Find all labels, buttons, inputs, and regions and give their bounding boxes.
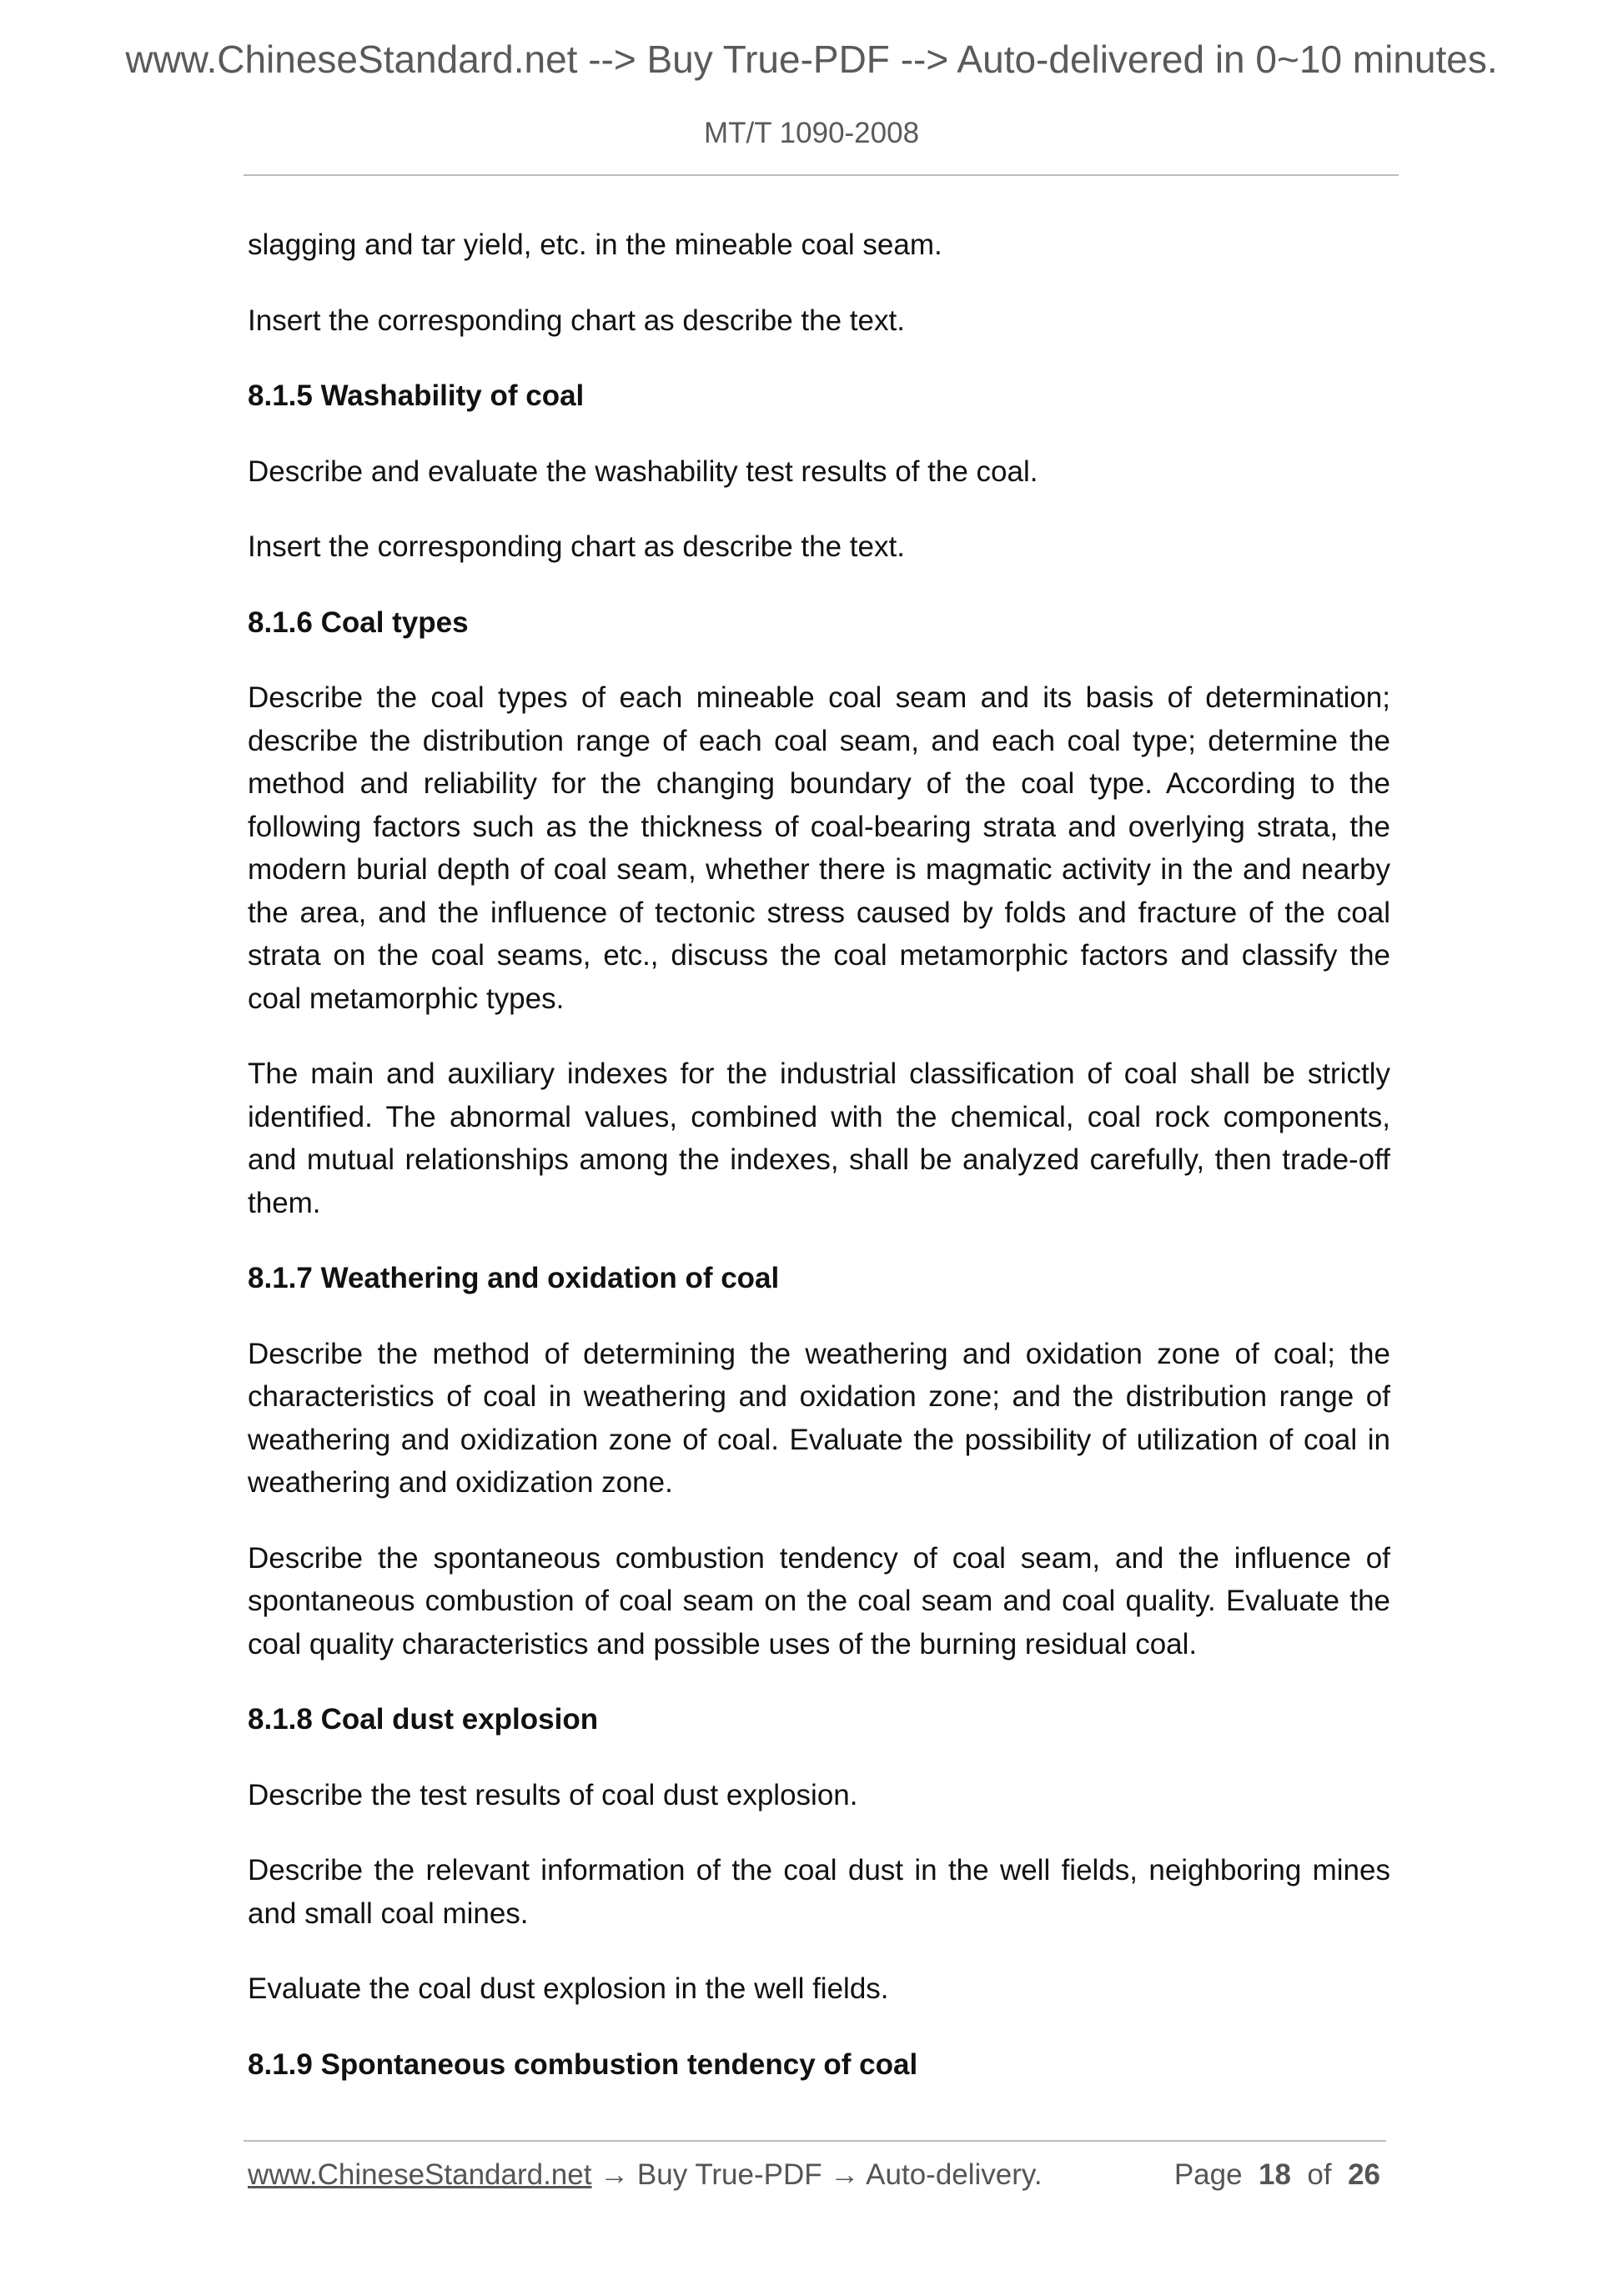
section-heading-8-1-9: 8.1.9 Spontaneous combustion tendency of coal bbox=[248, 2047, 918, 2081]
header-divider bbox=[244, 174, 1399, 176]
section-heading-8-1-5: 8.1.5 Washability of coal bbox=[248, 379, 585, 412]
section-heading-8-1-7: 8.1.7 Weathering and oxidation of coal bbox=[248, 1262, 780, 1294]
paragraph: Insert the corresponding chart as describe the text. bbox=[248, 530, 905, 563]
total-pages: 26 bbox=[1348, 2158, 1380, 2191]
page-body bbox=[248, 224, 1390, 2118]
section-heading-8-1-6: 8.1.6 Coal types bbox=[248, 605, 469, 639]
top-banner: www.ChineseStandard.net --> Buy True-PDF --> Auto-delivered in 0~10 minutes. bbox=[125, 38, 1498, 81]
footer-text: → Buy True-PDF → Auto-delivery. bbox=[591, 2158, 1043, 2191]
paragraph: Describe the test results of coal dust explosion. bbox=[248, 1778, 858, 1811]
page-number bbox=[1174, 2158, 1380, 2192]
page-footer bbox=[248, 2158, 1380, 2200]
paragraph: Describe and evaluate the washability test results of the coal. bbox=[248, 455, 1038, 488]
footer-note bbox=[248, 2158, 1043, 2192]
standard-code: MT/T 1090-2008 bbox=[703, 117, 920, 149]
section-heading-8-1-8: 8.1.8 Coal dust explosion bbox=[248, 1703, 599, 1736]
footer-divider bbox=[244, 2140, 1386, 2142]
page-label: Page bbox=[1173, 2158, 1243, 2191]
paragraph: Describe the method of determining the weathering and oxidation zone of coal; the characteristics of coal in weathering and oxidation zone; and the distribution range of weathering and oxidization zone of coal. Evaluate the possibility of utilization of coal in weathering and oxidization zone. bbox=[248, 1337, 1390, 1499]
footer-site-link[interactable]: www.ChineseStandard.net bbox=[248, 2158, 592, 2191]
paragraph: Insert the corresponding chart as describe the text. bbox=[248, 304, 905, 337]
paragraph: Describe the spontaneous combustion tendency of coal seam, and the influence of spontaneous combustion of coal seam on the coal seam and coal quality. Evaluate the coal quality characteristics and possible uses of the burning residual coal. bbox=[248, 1541, 1390, 1660]
paragraph: slagging and tar yield, etc. in the mineable coal seam. bbox=[248, 229, 942, 261]
paragraph: The main and auxiliary indexes for the industrial classification of coal shall be strictly identified. The abnormal values, combined with the chemical, coal rock components, and mutual relationships among the indexes, shall be analyzed carefully, then trade-off them. bbox=[248, 1058, 1390, 1219]
paragraph: Describe the relevant information of the coal dust in the well fields, neighboring mines and small coal mines. bbox=[248, 1854, 1390, 1930]
paragraph: Describe the coal types of each mineable coal seam and its basis of determination; describe the distribution range of each coal seam, and each coal type; determine the method and reliability for the changing boundary of the coal type. According to the following factors such as the thickness of coal-bearing strata and overlying strata, the modern burial depth of coal seam, whether there is magmatic activity in the and nearby the area, and the influence of tectonic stress caused by folds and fracture of the coal strata on the coal seams, etc., discuss the coal metamorphic factors and classify the coal metamorphic types. bbox=[248, 681, 1390, 1015]
paragraph: Evaluate the coal dust explosion in the well fields. bbox=[248, 1972, 889, 2005]
current-page: 18 bbox=[1259, 2158, 1291, 2191]
of-label: of bbox=[1307, 2158, 1332, 2191]
